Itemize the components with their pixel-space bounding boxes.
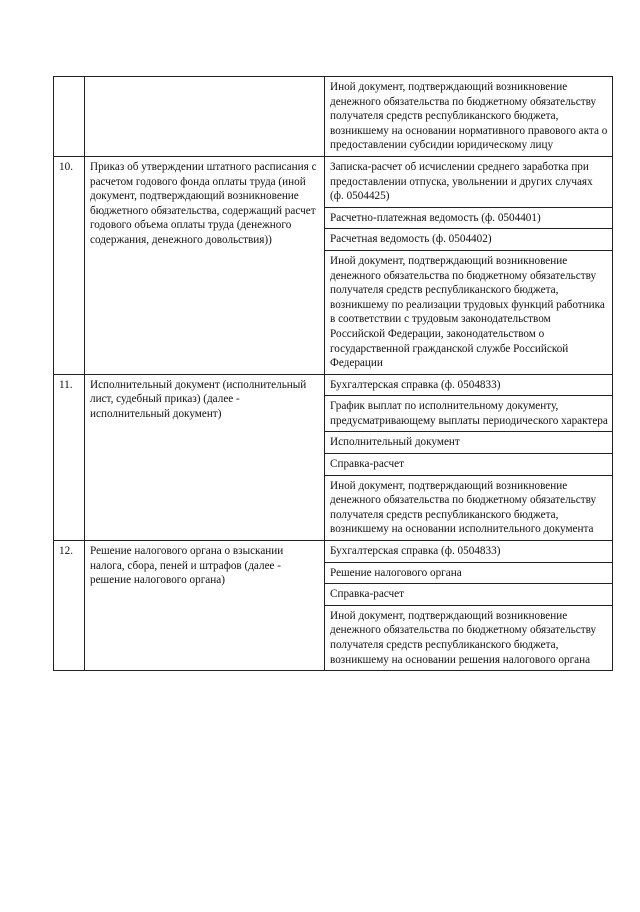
sub-document-cell: Записка-расчет об исчислении среднего заработка при предоставлении отпуска, увольнении и других случаях (ф. 0504425)	[325, 156, 613, 207]
row-number: 12.	[54, 541, 85, 671]
sub-document-cell: Иной документ, подтверждающий возникновение денежного обязательства по бюджетному обязательству получателя средств республиканского бюджета, возникшему на основании исполнительного документа	[325, 475, 613, 540]
document-name: Исполнительный документ (исполнительный лист, судебный приказ) (далее - исполнительный документ)	[85, 374, 325, 540]
table-row	[54, 156, 613, 207]
row-number: 11.	[54, 374, 85, 540]
document-name: Приказ об утверждении штатного расписания с расчетом годового фонда оплаты труда (иной документ, подтверждающий возникновение бюджетного обязательства, содержащий расчет годового объема оплаты труда (денежного содержания, денежного довольствия))	[85, 156, 325, 374]
sub-document-cell: Бухгалтерская справка (ф. 0504833)	[325, 541, 613, 563]
sub-document-cell: Справка-расчет	[325, 454, 613, 476]
row-number-cell	[54, 77, 85, 157]
sub-document-cell: Иной документ, подтверждающий возникновение денежного обязательства по бюджетному обязательству получателя средств республиканского бюджета, возникшему на основании решения налогового органа	[325, 605, 613, 670]
document-cell	[85, 77, 325, 157]
document-name: Решение налогового органа о взыскании налога, сбора, пеней и штрафов (далее - решение налогового органа)	[85, 541, 325, 671]
sub-document-cell: Расчетная ведомость (ф. 0504402)	[325, 229, 613, 251]
row-number: 10.	[54, 156, 85, 374]
table-row	[54, 77, 613, 157]
sub-document-cell: Бухгалтерская справка (ф. 0504833)	[325, 374, 613, 396]
sub-document-cell: Иной документ, подтверждающий возникновение денежного обязательства по бюджетному обязательству получателя средств республиканского бюджета, возникшему по реализации трудовых функций работника в соответствии с трудовым законодательством Российской Федерации, законодательством о государственной гражданской службе Российской Федерации	[325, 250, 613, 374]
sub-document-cell: Решение налогового органа	[325, 562, 613, 584]
sub-document-cell: Справка-расчет	[325, 584, 613, 606]
table-row	[54, 541, 613, 563]
sub-document-cell: Исполнительный документ	[325, 432, 613, 454]
table-row	[54, 374, 613, 396]
sub-document-cell: Иной документ, подтверждающий возникновение денежного обязательства по бюджетному обязательству получателя средств республиканского бюджета, возникшему на основании нормативного правового акта о предоставлении субсидии юридическому лицу	[325, 77, 613, 157]
documents-table	[53, 76, 613, 671]
sub-document-cell: График выплат по исполнительному документу, предусматривающему выплаты периодического характера	[325, 396, 613, 432]
sub-document-cell: Расчетно-платежная ведомость (ф. 0504401)	[325, 207, 613, 229]
